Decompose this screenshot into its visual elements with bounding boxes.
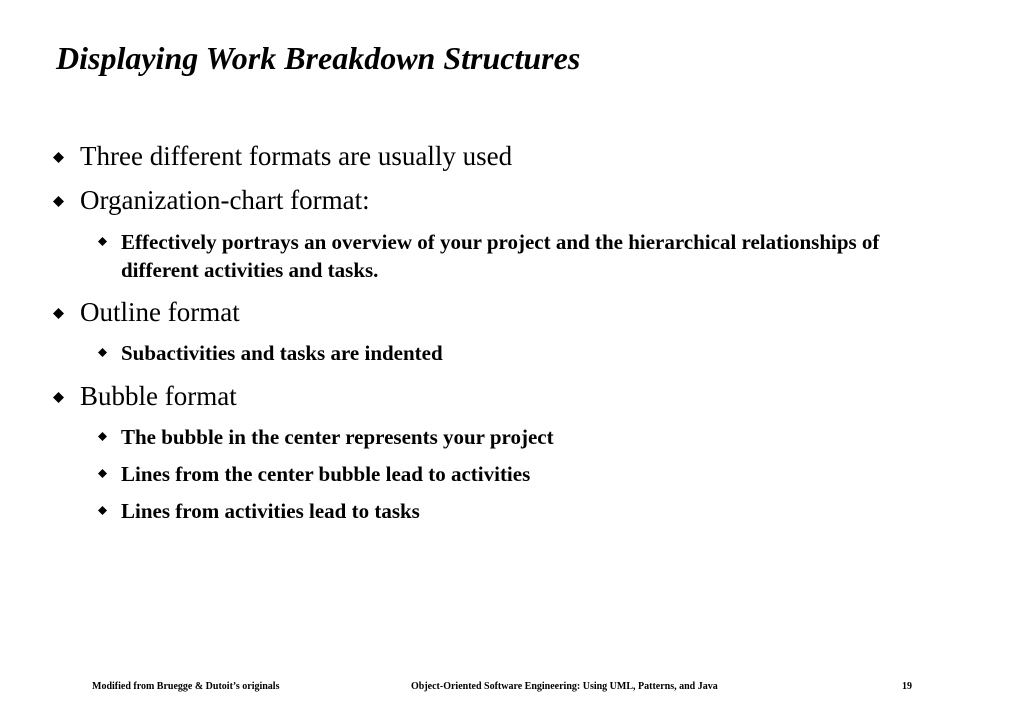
bullet-item-bubble [80, 381, 237, 411]
sub-bullet-text: Lines from the center bubble lead to activities [121, 462, 531, 486]
slide-title: Displaying Work Breakdown Structures [56, 40, 581, 76]
small-diamond-bullet-icon [98, 469, 107, 478]
bullet-text: Organization-chart format: [80, 185, 370, 215]
small-diamond-bullet-icon [98, 506, 107, 515]
bullet-text: Bubble format [80, 381, 237, 411]
page-number: 19 [902, 681, 912, 692]
sub-bullet-item-bubble-center [121, 423, 921, 451]
small-diamond-bullet-icon [98, 237, 107, 246]
sub-bullet-text: Effectively portrays an overview of your project and the hierarchical relationships of different activities and tasks. [121, 230, 880, 282]
sub-bullet-item-outline-desc [121, 339, 921, 367]
sub-bullet-text: Lines from activities lead to tasks [121, 499, 420, 523]
sub-bullet-text: The bubble in the center represents your project [121, 425, 554, 449]
bullet-text: Three different formats are usually used [80, 141, 513, 171]
sub-bullet-item-bubble-activities [121, 460, 921, 488]
footer-book-title: Object-Oriented Software Engineering: Using UML, Patterns, and Java [411, 681, 718, 692]
bullet-item-outline [80, 297, 240, 327]
diamond-bullet-icon [53, 152, 64, 163]
diamond-bullet-icon [53, 196, 64, 207]
footer-credit: Modified from Bruegge & Dutoit’s originals [92, 681, 280, 692]
small-diamond-bullet-icon [98, 432, 107, 441]
small-diamond-bullet-icon [98, 348, 107, 357]
sub-bullet-item-bubble-tasks [121, 497, 921, 525]
sub-bullet-item-org-chart-desc [121, 228, 921, 284]
bullet-text: Outline format [80, 297, 240, 327]
diamond-bullet-icon [53, 308, 64, 319]
sub-bullet-text: Subactivities and tasks are indented [121, 341, 443, 365]
bullet-item-org-chart [80, 185, 370, 215]
diamond-bullet-icon [53, 392, 64, 403]
bullet-item-formats [80, 141, 512, 171]
